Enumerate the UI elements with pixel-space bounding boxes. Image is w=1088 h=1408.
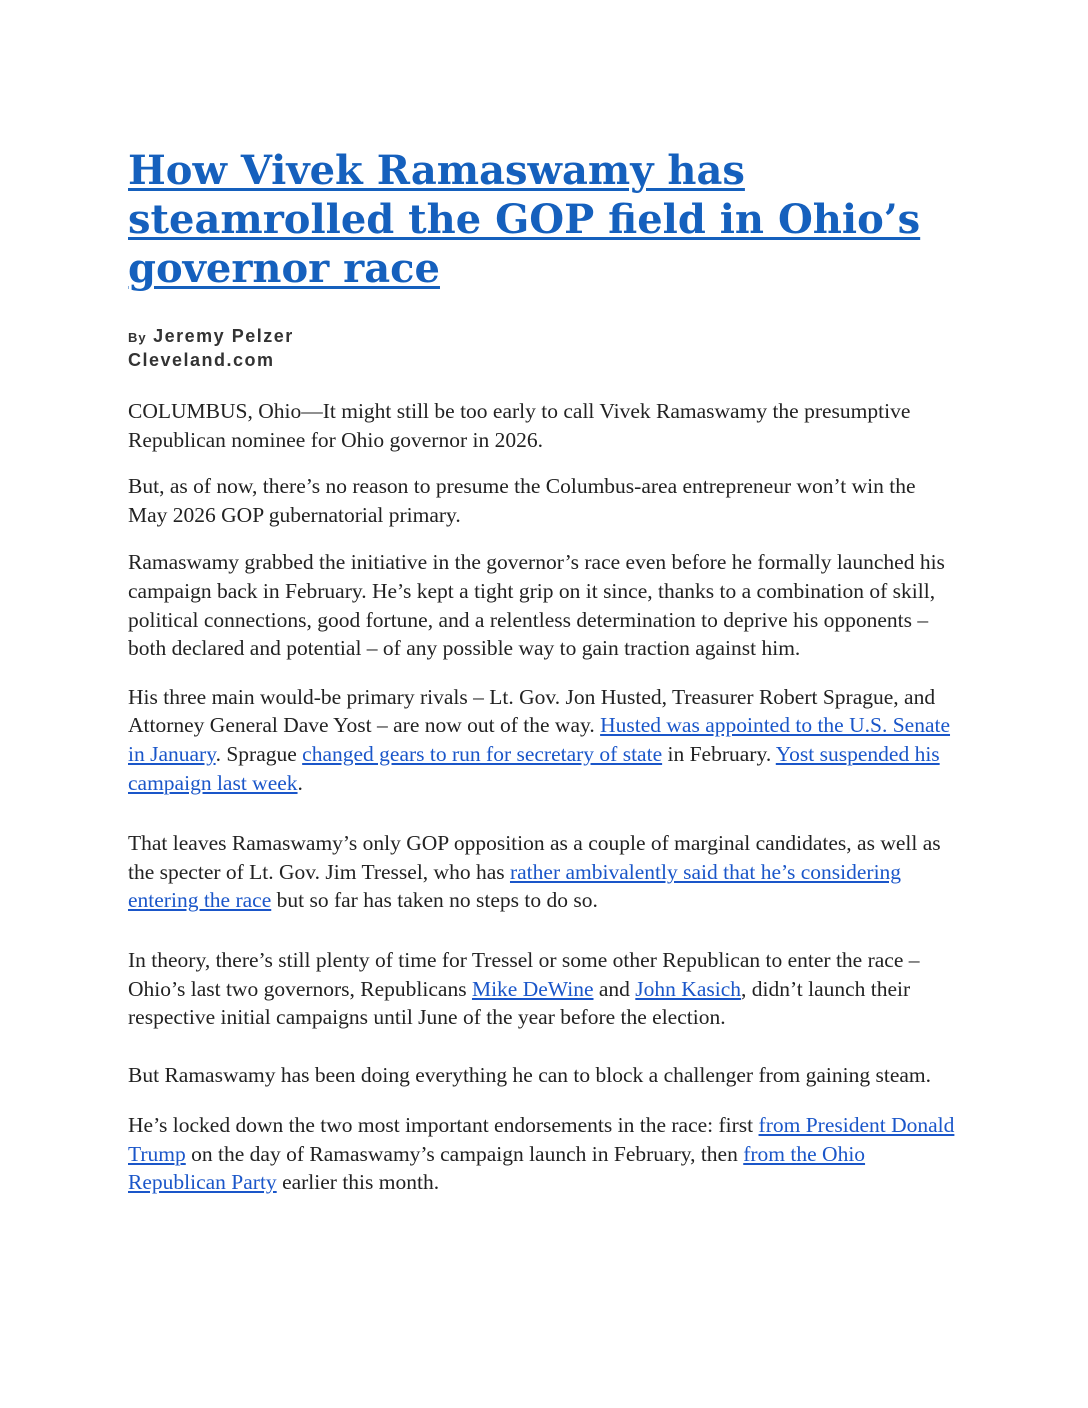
paragraph-7: But Ramaswamy has been doing everything he can to block a challenger from gaining steam. bbox=[128, 1062, 932, 1087]
paragraph-4-text-4: . bbox=[297, 770, 303, 795]
paragraph-4-text-1: His three main would-be primary rivals – Lt. Gov. Jon Husted, Treasurer Robert Sprague, and Attorney General Dave Yost – are now out of the way. bbox=[128, 684, 936, 738]
mike-dewine-link[interactable]: Mike DeWine bbox=[471, 976, 594, 1001]
paragraph-4-text-3: in February. bbox=[662, 741, 776, 766]
paragraph-1: COLUMBUS, Ohio—It might still be too early to call Vivek Ramaswamy the presumptive Republican nominee for Ohio governor in 2026. bbox=[128, 399, 911, 452]
tressel-considering-link[interactable]: rather ambivalently said that he’s considering entering the race bbox=[128, 859, 902, 913]
paragraph-6-text-2: and bbox=[593, 976, 636, 1001]
paragraph-8 bbox=[128, 1111, 958, 1197]
paragraph-5-text-2: but so far has taken no steps to do so. bbox=[271, 888, 598, 913]
byline bbox=[128, 325, 958, 371]
paragraph-4 bbox=[128, 683, 958, 797]
sprague-secretary-link[interactable]: changed gears to run for secretary of state bbox=[302, 741, 663, 766]
paragraph-5 bbox=[128, 829, 958, 915]
byline-by-label: By bbox=[128, 330, 147, 345]
ohio-gop-endorsement-link[interactable]: from the Ohio Republican Party bbox=[128, 1141, 866, 1195]
headline bbox=[128, 146, 958, 293]
article bbox=[128, 146, 958, 1197]
yost-suspended-link[interactable]: Yost suspended his campaign last week bbox=[128, 741, 940, 795]
byline-author-line bbox=[128, 325, 958, 349]
john-kasich-link[interactable]: John Kasich bbox=[635, 976, 741, 1001]
byline-outlet: Cleveland.com bbox=[128, 350, 275, 370]
paragraph-8-text-2: on the day of Ramaswamy’s campaign launch in February, then bbox=[185, 1141, 744, 1166]
paragraph-6 bbox=[128, 946, 958, 1032]
husted-senate-link[interactable]: Husted was appointed to the U.S. Senate in January bbox=[128, 713, 951, 766]
trump-endorsement-link[interactable]: from President Donald Trump bbox=[128, 1113, 955, 1166]
paragraph-8-text-3: earlier this month. bbox=[276, 1170, 440, 1195]
article-body bbox=[128, 397, 958, 1197]
paragraph-6-text-1: In theory, there’s still plenty of time for Tressel or some other Republican to enter the race – Ohio’s last two governors, Republicans bbox=[128, 947, 920, 1001]
paragraph-4-text-2: . Sprague bbox=[215, 741, 303, 766]
paragraph-5-text-1: That leaves Ramaswamy’s only GOP opposition as a couple of marginal candidates, as well as the specter of Lt. Gov. Jim Tressel, who has bbox=[128, 831, 941, 884]
headline-link[interactable]: How Vivek Ramaswamy has steamrolled the GOP field in Ohio’s governor race bbox=[128, 147, 921, 292]
paragraph-8-text-1: He’s locked down the two most important endorsements in the race: first bbox=[128, 1113, 759, 1138]
paragraph-6-text-3: , didn’t launch their respective initial campaigns until June of the year before the election. bbox=[128, 976, 911, 1030]
byline-author: Jeremy Pelzer bbox=[153, 326, 294, 346]
paragraph-3: Ramaswamy grabbed the initiative in the governor’s race even before he formally launched his campaign back in February. He’s kept a tight grip on it since, thanks to a combination of skill, political connections, good fortune, and a relentless determination to deprive his opponents – both declared and potential – of any possible way to gain traction against him. bbox=[128, 550, 945, 661]
paragraph-2: But, as of now, there’s no reason to presume the Columbus-area entrepreneur won’t win the May 2026 GOP gubernatorial primary. bbox=[128, 474, 916, 527]
